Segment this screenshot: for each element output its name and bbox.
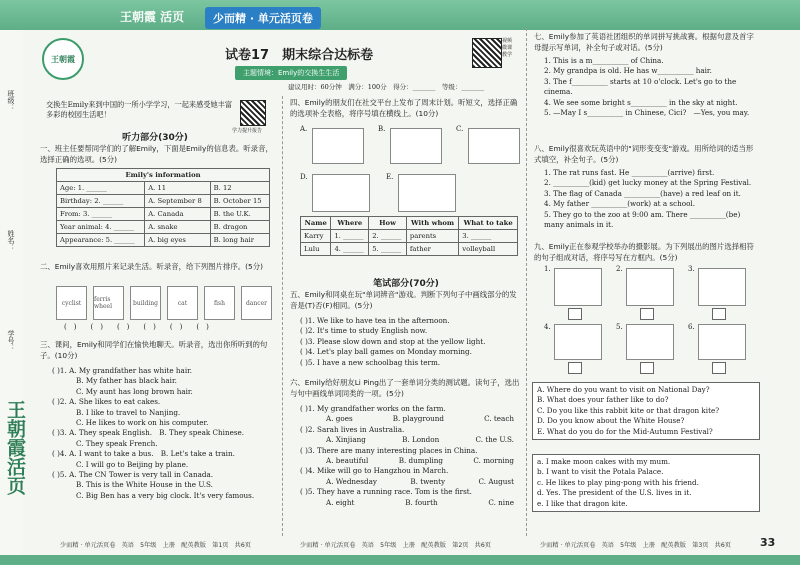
item-number: ( )4. <box>52 449 67 459</box>
dancer-icon: dancer <box>241 286 272 320</box>
cell: 4. ______ <box>331 243 369 256</box>
list-item: 2. My grandpa is old. He has w__________ hair. <box>544 66 712 76</box>
list-item: 1. The rat runs fast. He __________(arrive) first. <box>544 168 715 177</box>
header-tab: 少而精 · 单元活页卷 <box>205 7 321 29</box>
option: A. The CN Tower is very tall in Canada. <box>69 470 214 480</box>
bottom-strip <box>0 555 800 565</box>
q1-instruction: 一、班主任要帮同学们的了解Emily，下面是Emily的信息表。听录音，选择正确的选项。(5分) <box>40 144 273 164</box>
list-item: A. Where do you want to visit on National Day? <box>537 385 710 394</box>
list-item <box>52 470 282 480</box>
cell: Karry <box>301 230 331 243</box>
table-row <box>301 243 518 256</box>
exam-info: 建议用时：60分钟 满分：100分 得分：_______ 等级：_______ <box>288 83 485 91</box>
list-item: ( )2. Sarah lives in Australia. <box>300 424 405 434</box>
side-label-name: 姓名： <box>7 230 15 251</box>
list-item: e. I like that dragon kite. <box>537 498 628 508</box>
pic-label: C. <box>456 125 464 133</box>
q4-table <box>300 216 518 256</box>
cell: A. September 8 <box>145 195 210 208</box>
item-number: ( )2. <box>52 397 67 407</box>
footer-mid: 少而精 · 单元活页卷 英语 5年级 上册 配英教版 第2页 共6页 <box>300 542 491 549</box>
cyclist-icon: cyclist <box>56 286 87 320</box>
pic-label: 3. <box>688 265 695 273</box>
list-item: 4. My father __________(work) at a school. <box>544 199 695 209</box>
item-number: ( )5. <box>52 470 67 480</box>
q3-items <box>52 366 282 501</box>
divider <box>282 96 283 536</box>
cell: B. dragon <box>210 221 269 234</box>
seaside-icon <box>312 174 370 212</box>
list-item: ( )1. We like to have tea in the afternoon. <box>300 316 450 325</box>
pic-label: 2. <box>616 265 623 273</box>
answer-box[interactable] <box>640 362 654 374</box>
tower-icon <box>468 128 520 164</box>
option: A. goes <box>326 414 353 424</box>
cell: Lulu <box>301 243 331 256</box>
cell: A. Canada <box>145 208 210 221</box>
column-header: How <box>369 217 407 230</box>
cell: 2. ______ <box>369 230 407 243</box>
options-row <box>300 435 522 445</box>
list-item: ( )1. My grandfather works on the farm. <box>300 404 446 413</box>
option: C. nine <box>488 497 514 507</box>
kite-icon <box>698 324 746 360</box>
pic-label: 6. <box>688 323 695 331</box>
q9-questions-box <box>532 382 760 440</box>
kite-icon <box>698 268 746 306</box>
list-item: ( )3. There are many interesting places in China. <box>300 445 478 455</box>
list-item: B. What does your father like to do? <box>537 395 669 405</box>
list-item <box>52 449 282 459</box>
cell: A. snake <box>145 221 210 234</box>
logo-seal: 王朝霞 <box>42 38 84 80</box>
cell: B. the U.K. <box>210 208 269 221</box>
list-item: ( )5. I have a new schoolbag this term. <box>300 357 441 367</box>
qr-code-icon <box>472 38 502 68</box>
footer-right: 少而精 · 单元活页卷 英语 5年级 上册 配英教版 第3页 共6页 <box>540 542 731 549</box>
q4-pictures <box>300 124 520 214</box>
list-item: D. Do you know about the White House? <box>537 416 685 426</box>
option: B. London <box>402 435 440 445</box>
pic-label: 5. <box>616 323 623 331</box>
option: B. fourth <box>405 497 438 507</box>
answer-paren[interactable]: ( ) <box>116 323 130 331</box>
q9-pictures <box>544 264 760 374</box>
intro-qr-caption: 学力提升报告 <box>232 128 263 134</box>
cell: 5. ______ <box>369 243 407 256</box>
cell: A. big eyes <box>145 234 210 247</box>
q7-instruction: 七、Emily参加了英语社团组织的单词拼写挑战赛。根据句意及首字母提示写单词，补全句子或对话。(5分) <box>534 32 754 52</box>
q2-answer-row <box>64 322 280 332</box>
list-item: a. I make moon cakes with my mum. <box>537 457 671 466</box>
q7-items <box>544 56 760 118</box>
pic-label: 4. <box>544 323 551 331</box>
list-item: 5. They go to the zoo at 9:00 am. There __________(be) many animals in it. <box>544 209 741 230</box>
answer-box[interactable] <box>568 362 582 374</box>
train-icon <box>398 174 456 212</box>
list-item: ( )4. Let's play ball games on Monday morning. <box>300 347 472 357</box>
option: C. I will go to Beijing by plane. <box>76 459 189 469</box>
table-row <box>57 221 270 234</box>
q5-items <box>300 316 522 368</box>
q1-table-title: Emily's information <box>57 169 270 182</box>
options-row <box>300 477 522 487</box>
side-brand: 王朝霞活页 <box>4 400 26 495</box>
list-item: 3. The f__________ starts at 10 o'clock. Let's go to the cinema. <box>544 76 737 97</box>
pic-label: E. <box>386 173 394 181</box>
building-icon: building <box>130 286 161 320</box>
answer-box[interactable] <box>568 308 582 320</box>
table-row <box>57 182 270 195</box>
listening-heading: 听力部分(30分) <box>122 133 188 143</box>
cell: Year animal: 4. ______ <box>57 221 145 234</box>
cell: Birthday: 2. ______ <box>57 195 145 208</box>
answer-paren[interactable]: ( ) <box>90 323 103 331</box>
option: B. playground <box>392 414 445 424</box>
option: B. twenty <box>410 476 446 486</box>
options-row <box>300 498 522 508</box>
option: C. teach <box>484 414 514 424</box>
list-item <box>52 428 282 438</box>
writing-heading: 笔试部分(70分) <box>373 279 439 289</box>
answer-paren[interactable]: ( ) <box>169 323 183 331</box>
option: C. August <box>478 476 514 486</box>
cell: volleyball <box>459 243 518 256</box>
table-row <box>57 208 270 221</box>
list-item: C. Do you like this rabbit kite or that dragon kite? <box>537 405 720 415</box>
q9-answers-box <box>532 454 760 512</box>
train-station-icon <box>312 128 364 164</box>
option: B. I like to travel to Nanjing. <box>76 407 181 417</box>
option: A. I want to take a bus. B. Let's take a train. <box>69 449 235 459</box>
column-header: Where <box>331 217 369 230</box>
list-item: E. What do you do for the Mid-Autumn Festival? <box>537 426 713 436</box>
q9-instruction: 九、Emily正在参观学校举办的摄影展。为下列展出的图片选择相符的句子组成对话，将序号写在方框内。(5分) <box>534 242 754 262</box>
list-item: b. I want to visit the Potala Palace. <box>537 467 664 477</box>
option: B. dumpling <box>398 456 444 466</box>
q5-instruction: 五、Emily和同桌在玩"单词辨音"游戏。判断下列句子中画线部分的发音是(T)否(F)相同。(5分) <box>290 290 517 310</box>
intro-text: 交换生Emily来到中国的一所小学学习，一起来感受她丰富多彩的校园生活吧！ <box>46 100 233 120</box>
answer-box[interactable] <box>712 308 726 320</box>
pic-label: 1. <box>544 265 551 273</box>
list-item: 3. The flag of Canada __________(have) a red leaf on it. <box>544 188 741 198</box>
intro-qr-icon <box>240 100 266 126</box>
side-label-class: 班级： <box>7 90 15 111</box>
cell: From: 3. ______ <box>57 208 145 221</box>
q4-instruction: 四、Emily的朋友们在社交平台上发布了周末计划。听短文，选择正确的选项补全表格，将序号填在横线上。(10分) <box>290 98 518 118</box>
q1-table <box>56 168 270 247</box>
q8-instruction: 八、Emily很喜欢玩英语中的"词形变变变"游戏。用所给词的适当形式填空，补全句子。(5分) <box>534 144 754 164</box>
option: B. My father has black hair. <box>76 376 177 386</box>
table-row <box>301 230 518 243</box>
list-item: ( )3. Please slow down and stop at the yellow light. <box>300 336 486 346</box>
ferris-wheel-icon: ferris wheel <box>93 286 124 320</box>
list-item: 4. We see some bright s__________ in the sky at night. <box>544 97 738 107</box>
white-house-icon <box>626 324 674 360</box>
answer-box[interactable] <box>712 362 726 374</box>
option: C. morning <box>473 456 514 466</box>
option: A. My grandfather has white hair. <box>69 366 193 375</box>
list-item: ( )4. Mike will go to Hangzhou in March. <box>300 466 449 476</box>
column-header: Name <box>301 217 331 230</box>
item-number: ( )3. <box>52 428 67 438</box>
option: A. Wednesday <box>326 476 377 486</box>
options-row <box>300 414 522 424</box>
fish-icon: fish <box>204 286 235 320</box>
cell: parents <box>406 230 458 243</box>
column-header: With whom <box>406 217 458 230</box>
q3-instruction: 三、课间，Emily和同学们在愉快地聊天。听录音，选出你所听到的句子。(10分) <box>40 340 268 360</box>
item-number: ( )1. <box>52 366 67 375</box>
option: A. beautiful <box>326 456 369 466</box>
answer-box[interactable] <box>640 308 654 320</box>
pic-label: A. <box>300 125 308 133</box>
q6-instruction: 六、Emily给好朋友Li Ping出了一套单词分类的测试题。读句子，选出与句中画线单词同类的一项。(5分) <box>290 378 520 398</box>
cell: B. long hair <box>210 234 269 247</box>
cell: 3. ______ <box>459 230 518 243</box>
options-row <box>300 456 522 466</box>
list-item: d. Yes. The president of the U.S. lives in it. <box>537 488 692 498</box>
table-row <box>57 195 270 208</box>
cell: Appearance: 5. ______ <box>57 234 145 247</box>
side-label-number: 学号： <box>7 330 15 351</box>
cell: A. 11 <box>145 182 210 195</box>
answer-paren[interactable]: ( ) <box>64 323 77 331</box>
answer-paren[interactable]: ( ) <box>143 323 156 331</box>
list-item: 1. This is a m__________ of China. <box>544 56 664 65</box>
option: C. My aunt has long brown hair. <box>76 386 193 396</box>
palace-icon <box>626 268 674 306</box>
ping-pong-icon <box>554 268 602 306</box>
column-header: What to take <box>459 217 518 230</box>
option: A. eight <box>326 497 355 507</box>
option: A. Xinjiang <box>326 435 366 445</box>
list-item: 2. __________(kid) get lucky money at the Spring Festival. <box>544 178 752 188</box>
qr-caption: 视频微课教学 <box>502 38 513 58</box>
list-item: 5. —May I s__________ in Chinese, Cici? —Yes, you may. <box>544 108 750 118</box>
option: C. He likes to work on his computer. <box>76 418 209 428</box>
option: C. Big Ben has a very big clock. It's very famous. <box>76 490 255 500</box>
moon-cake-icon <box>554 324 602 360</box>
cell: Age: 1. ______ <box>57 182 145 195</box>
answer-paren[interactable]: ( ) <box>196 323 209 331</box>
cat-icon: cat <box>167 286 198 320</box>
q8-items <box>544 168 760 230</box>
option: C. They speak French. <box>76 438 158 448</box>
option: C. the U.S. <box>475 435 514 445</box>
option: B. This is the White House in the U.S. <box>76 480 213 490</box>
footer-left: 少而精 · 单元活页卷 英语 5年级 上册 配英教版 第1页 共6页 <box>60 542 251 549</box>
page-number: 33 <box>760 536 776 549</box>
q2-pictures <box>56 286 272 320</box>
list-item: ( )5. They have a running race. Tom is the first. <box>300 487 472 497</box>
q6-items <box>300 404 522 508</box>
list-item: c. He likes to play ping-pong with his friend. <box>537 477 699 487</box>
cell: 1. ______ <box>331 230 369 243</box>
brand-name: 王朝霞 活页 <box>120 10 185 24</box>
theme-banner: 主题情境：Emily的交换生生活 <box>235 66 347 80</box>
pic-label: D. <box>300 173 308 181</box>
table-row <box>57 234 270 247</box>
list-item <box>52 397 282 407</box>
divider <box>526 28 527 536</box>
page-title: 试卷17 期末综合达标卷 <box>225 48 374 63</box>
pic-label: B. <box>378 125 386 133</box>
cell: B. 12 <box>210 182 269 195</box>
q2-instruction: 二、Emily喜欢用照片来记录生活。听录音，给下列图片排序。(5分) <box>40 262 263 271</box>
cell: father <box>406 243 458 256</box>
house-icon <box>390 128 442 164</box>
cell: B. October 15 <box>210 195 269 208</box>
option: A. She likes to eat cakes. <box>69 397 161 407</box>
list-item: ( )2. It's time to study English now. <box>300 326 428 336</box>
option: A. They speak English. B. They speak Chinese. <box>69 428 245 438</box>
list-item <box>52 366 282 376</box>
